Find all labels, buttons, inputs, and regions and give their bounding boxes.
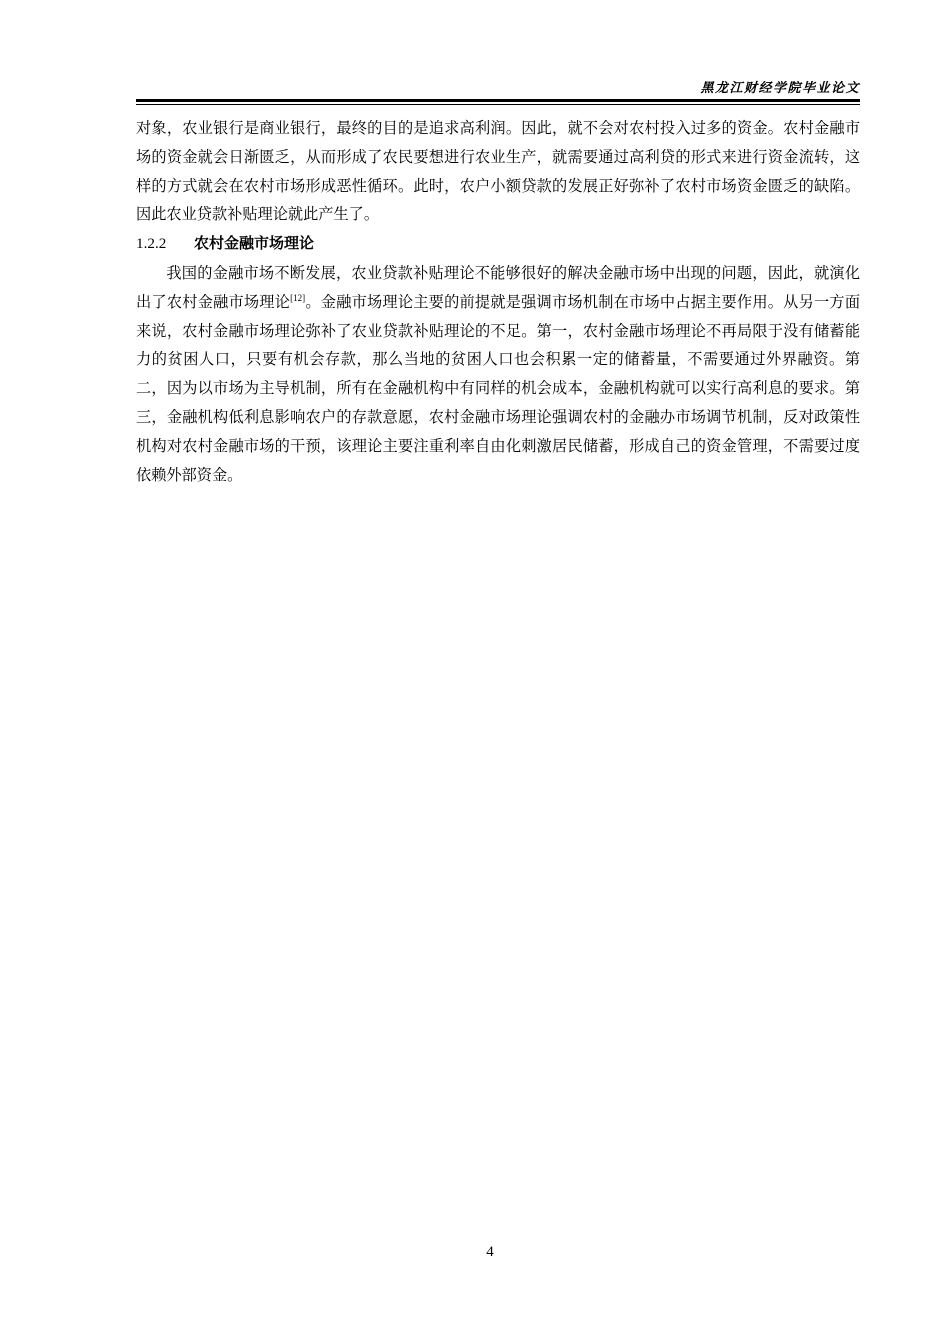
section-heading <box>136 229 860 259</box>
section-number: 1.2.2 <box>136 235 167 253</box>
paragraph-rural-finance-theory <box>136 259 860 489</box>
header-rule-thin <box>136 104 860 105</box>
header-rule-thick <box>136 99 860 102</box>
paragraph-text-before-citation: 我国的金融市场不断发展，农业贷款补贴理论不能够很好的解决金融市场中出现的问题，因此，就演化出了农村金融市场理论 <box>136 263 860 311</box>
paragraph-text-after-citation: 。金融市场理论主要的前提就是强调市场机制在市场中占据主要作用。从另一方面来说，农村金融市场理论弥补了农业贷款补贴理论的不足。第一，农村金融市场理论不再局限于没有储蓄能力的贫困人口，只要有机会存款，那么当地的贫困人口也会积累一定的储蓄量，不需要通过外界融资。第二，因为以市场为主导机制，所有在金融机构中有同样的机会成本，金融机构就可以实行高利息的要求。第三，金融机构低利息影响农户的存款意愿，农村金融市场理论强调农村的金融办市场调节机制，反对政策性机构对农村金融市场的干预，该理论主要注重利率自由化刺激居民储蓄，形成自己的资金管理，不需要过度依赖外部资金。 <box>136 292 861 484</box>
running-header: 黑龙江财经学院毕业论文 <box>700 81 860 96</box>
citation-marker: [12] <box>290 292 306 303</box>
section-title: 农村金融市场理论 <box>194 234 315 253</box>
page-body <box>136 114 860 489</box>
paragraph-continued: 对象，农业银行是商业银行，最终的目的是追求高利润。因此，就不会对农村投入过多的资金。农村金融市场的资金就会日渐匮乏，从而形成了农民要想进行农业生产，就需要通过高利贷的形式来进行资金流转，这样的方式就会在农村市场形成恶性循环。此时，农户小额贷款的发展正好弥补了农村市场资金匮乏的缺陷。因此农业贷款补贴理论就此产生了。 <box>136 119 860 224</box>
page-number: 4 <box>486 1244 494 1260</box>
